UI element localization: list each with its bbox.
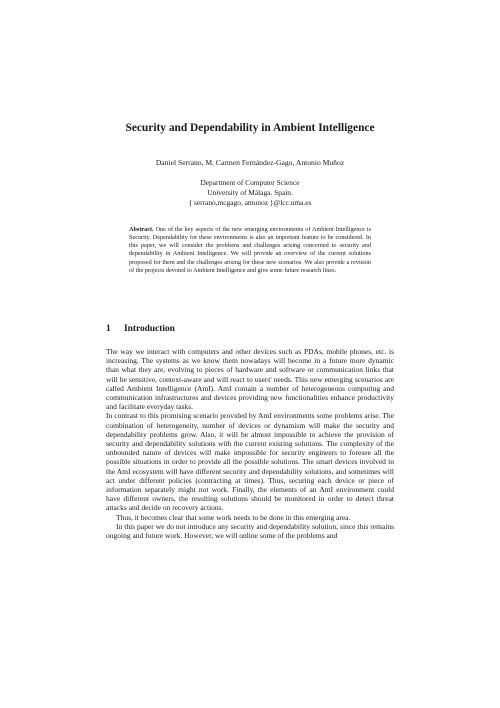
author-list: Daniel Serrano, M. Carmen Fernández-Gago, Antonio Muñoz <box>155 158 345 167</box>
paragraph: In this paper we do not introduce any security and dependability solution, since this remains ongoing and future work. However, we will online some of the problems and <box>106 521 394 541</box>
affiliation-emails: { serrano,mcgago, amunoz }@lcc.uma.es <box>188 198 312 207</box>
abstract-label: Abstract. <box>129 226 154 233</box>
affiliation <box>0 178 500 208</box>
affiliation-department: Department of Computer Science <box>200 178 300 187</box>
paragraph: Thus, it becomes clear that some work needs to be done in this emerging area. <box>116 512 351 522</box>
affiliation-university: University of Málaga. Spain. <box>207 188 293 197</box>
abstract <box>129 226 371 275</box>
paragraph: In contrast to this promising scenario provided by AmI environments some problems arise. The combination of heterogeneity, number of devices or dynamism will make the security and dependability problems grow. Also, it will be almost impossible to achieve the provision of security and dependability solutions with the current existing solutions. The complexity of the unbounded nature of devices will make impossible for security engineers to foresee all the possible situations in order to provide all the possible solutions. The smart devices involved in the AmI ecosystem will have different security and dependability solutions, and sometimes will act under different policies (contracting at times). Thus, securing each device or piece of information separately might not work. Finally, the elements of an AmI environment could have different owners, the resulting solutions should be monitored in order to detect threat attacks and decide on recovery actions. <box>106 411 394 513</box>
section-number: 1 <box>106 324 111 334</box>
abstract-text: One of the key aspects of the new emerging environments of Ambient Intelligence is Security. Dependability for these environments is also an important feature to be considered. In this paper, we will consider the problems and challenges arising concerned to security and dependability in Ambient Intelligence. We will provide an overview of the current solutions proposed for them and the challenges arising for these new scenarios. We also provide a revision of the projects devoted to Ambient Intelligence and give some future research lines. <box>129 226 372 274</box>
body-text <box>106 347 394 540</box>
paragraph: The way we interact with computers and other devices such as PDAs, mobile phones, etc. is increasing. The systems as we know them nowadays will become in a future more dynamic than what they are, evolving to pieces of hardware and software or communication links that will be sensitive, context-aware and will react to users' needs. This new emerging scenarios are called Ambient Intelligence (AmI). AmI contain a number of heterogeneous computing and communication infrastructures and devices providing new functionalities enhance productivity and facilitate everyday tasks. <box>106 347 394 412</box>
section-title: Introduction <box>124 324 175 334</box>
section-heading <box>106 324 175 334</box>
paper-title: Security and Dependability in Ambient Intelligence <box>125 122 375 134</box>
